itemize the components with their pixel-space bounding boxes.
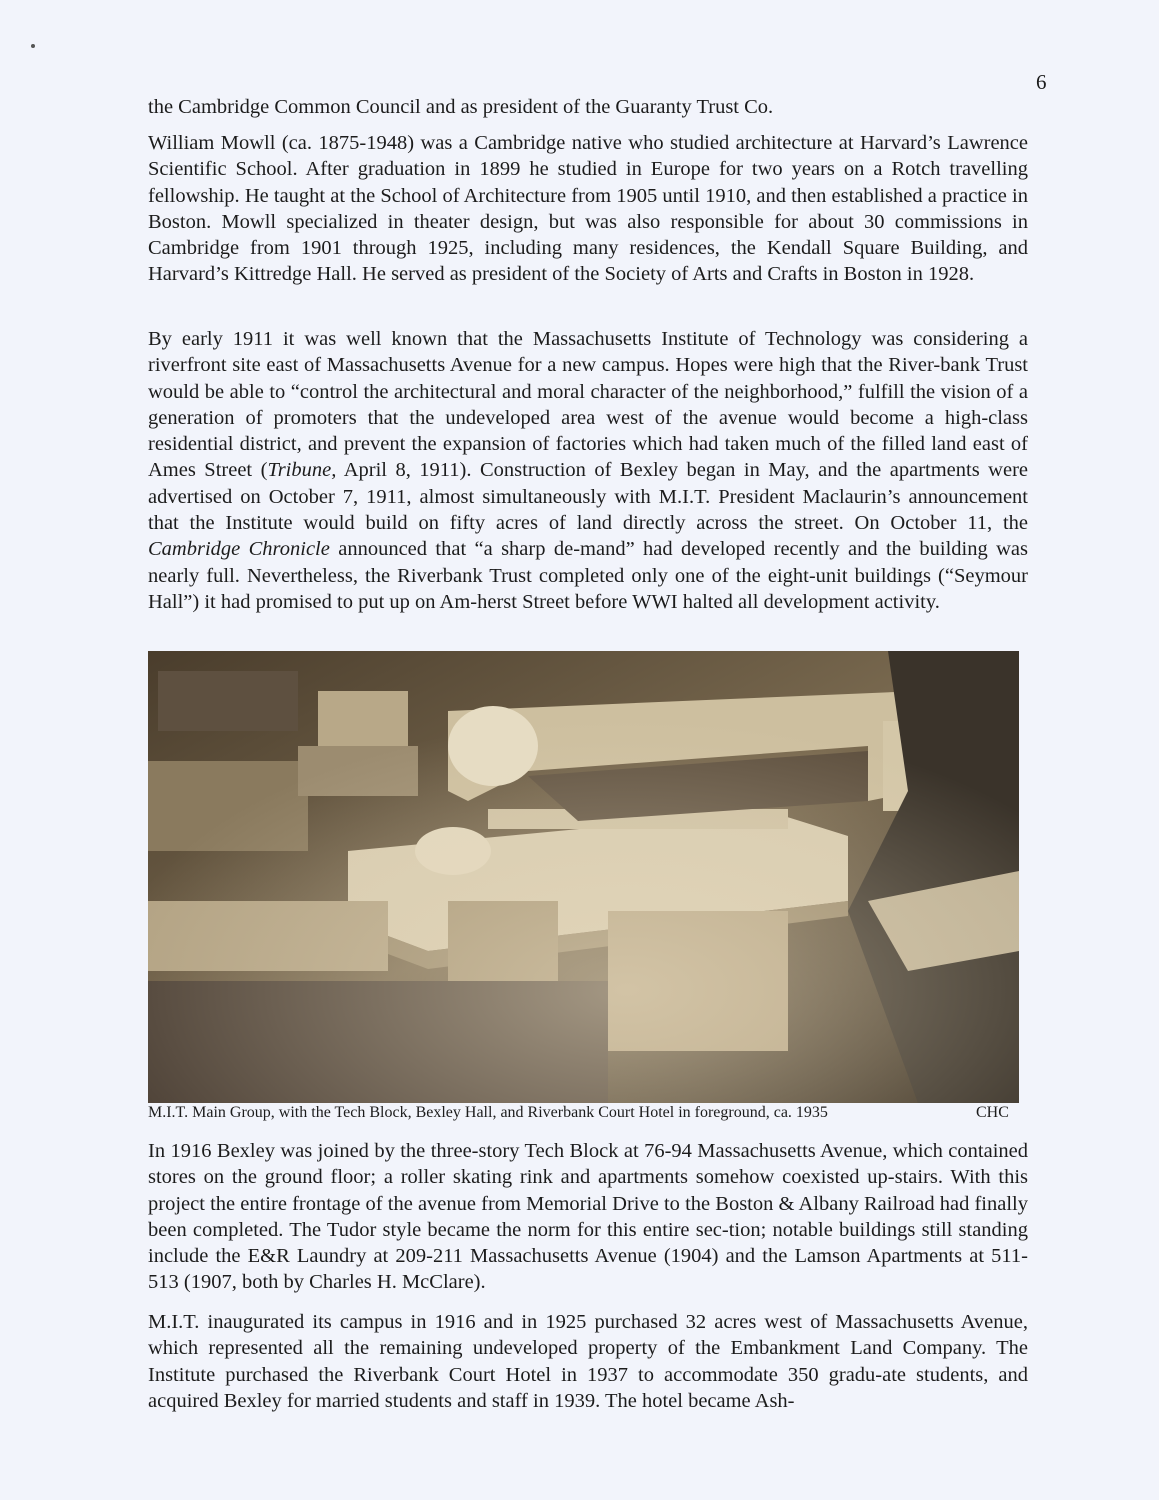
aerial-photo-mit-main-group (148, 651, 1019, 1103)
italic-title-chronicle: Cambridge Chronicle (148, 538, 330, 561)
photo-credit: CHC (976, 1104, 1009, 1121)
caption-text: M.I.T. Main Group, with the Tech Block, Bexley Hall, and Riverbank Court Hotel in foreground, ca. 1935 (148, 1104, 828, 1121)
paragraph-text: announced that “a sharp de-mand” had developed recently and the building was nearly full. Nevertheless, the Riverbank Trust completed only one of the eight-unit buildings (“Seymour Hall”) it had promised to put up on Am-herst Street before WWI halted all development activity. (148, 538, 1028, 613)
paragraph-text: By early 1911 it was well known that the Massachusetts Institute of Technology was considering a riverfront site east of Massachusetts Avenue for a new campus. Hopes were high that the River-bank Trust would be able to “control the architectural and moral character of the neighborhood,” fulfill the vision of a generation of promoters that the undeveloped area west of the avenue would become a high-class residential district, and prevent the expansion of factories which had taken much of the filled land east of Ames Street ( (148, 328, 1028, 482)
paragraph-continuation: the Cambridge Common Council and as president of the Guaranty Trust Co. (148, 96, 774, 118)
paragraph-mit-1911 (148, 326, 1028, 615)
scan-speck (31, 44, 35, 48)
aerial-photo-drawing (148, 651, 1019, 1103)
paragraph-mit-purchase: M.I.T. inaugurated its campus in 1916 and in 1925 purchased 32 acres west of Massachusetts Avenue, which represented all the remaining undeveloped property of the Embankment Land Company. The Institute purchased the Riverbank Court Hotel in 1937 to accommodate 350 gradu-ate students, and acquired Bexley for married students and staff in 1939. The hotel became Ash- (148, 1311, 1028, 1412)
italic-title-tribune: Tribune, (267, 459, 337, 482)
paragraph-mowll: William Mowll (ca. 1875-1948) was a Cambridge native who studied architecture at Harvard’s Lawrence Scientific School. After graduation in 1899 he studied in Europe for two years on a Rotch travelling fellowship. He taught at the School of Architecture from 1905 until 1910, and then established a practice in Boston. Mowll specialized in theater design, but was also responsible for about 30 commissions in Cambridge from 1901 through 1925, including many residences, the Kendall Square Building, and Harvard’s Kittredge Hall. He served as president of the Society of Arts and Crafts in Boston in 1928. (148, 132, 1028, 286)
page-number: 6 (1036, 70, 1047, 94)
paragraph-text: April 8, 1911). Construction of Bexley began in May, and the apartments were advertised on October 7, 1911, almost simultaneously with M.I.T. President Maclaurin’s announcement that the Institute would build on fifty acres of land directly across the street. On October 11, the (148, 459, 1028, 535)
paragraph-tech-block: In 1916 Bexley was joined by the three-story Tech Block at 76-94 Massachusetts Avenue, which contained stores on the ground floor; a roller skating rink and apartments somehow coexisted up-stairs. With this project the entire frontage of the avenue from Memorial Drive to the Boston & Albany Railroad had finally been completed. The Tudor style became the norm for this entire sec-tion; notable buildings still standing include the E&R Laundry at 209-211 Massachusetts Avenue (1904) and the Lamson Apartments at 511-513 (1907, both by Charles H. McClare). (148, 1140, 1028, 1294)
figure-caption (148, 1103, 1028, 1123)
